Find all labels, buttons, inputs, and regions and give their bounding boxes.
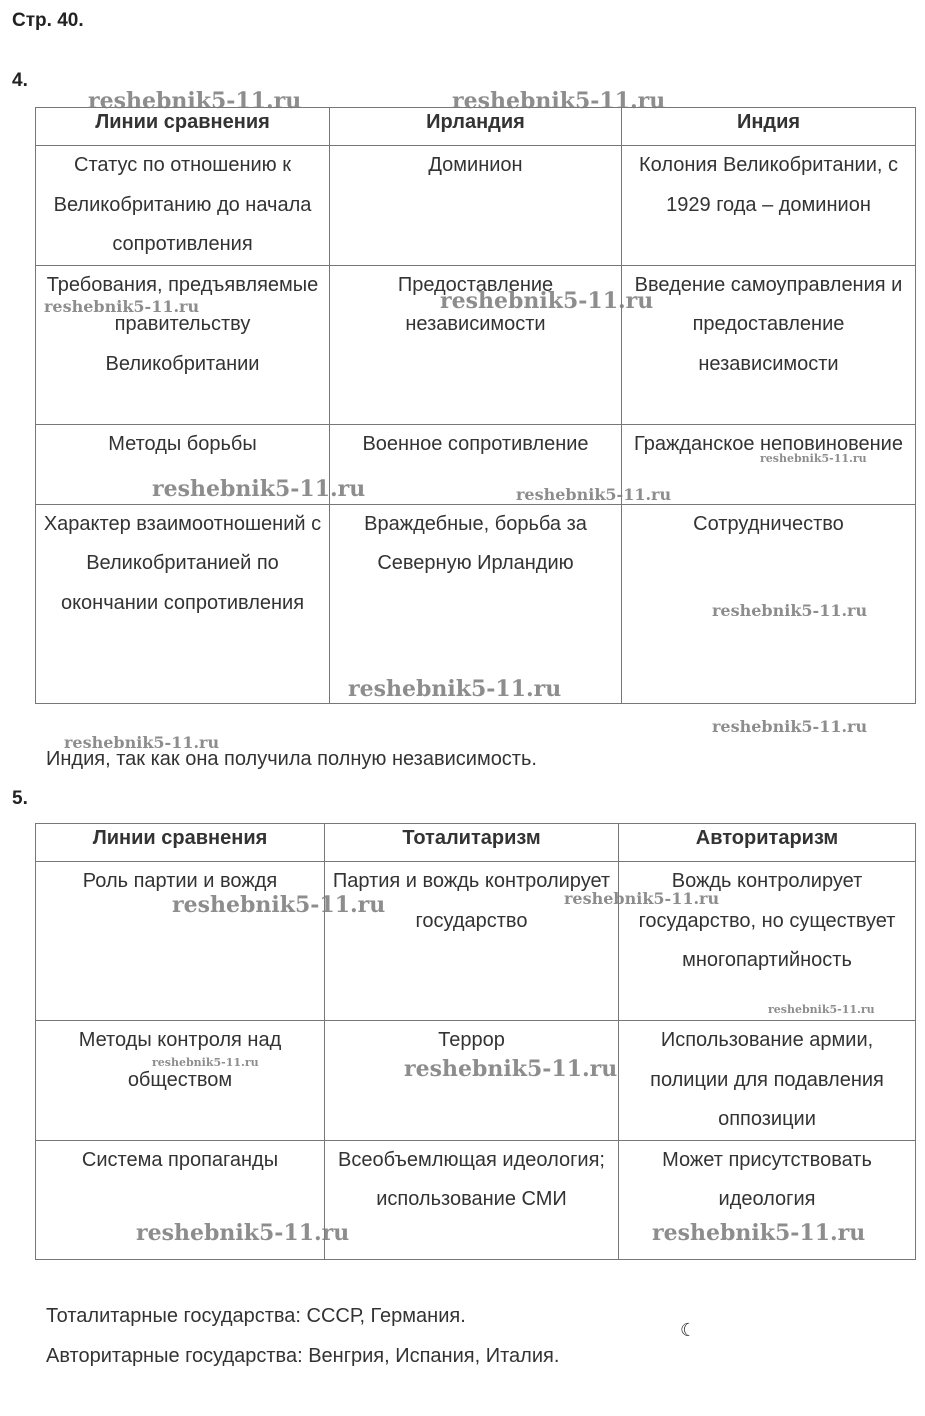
table-row [36, 1021, 916, 1141]
task-4-number: 4. [12, 70, 28, 91]
table-cell: Методы контроля над обществом [36, 1021, 325, 1141]
watermark: reshebnik5-11.ru [64, 733, 220, 752]
table-cell: Сотрудничество [622, 504, 916, 703]
table-row [36, 146, 916, 266]
table-cell: Гражданское неповиновение [622, 424, 916, 504]
table-cell: Система пропаганды [36, 1140, 325, 1259]
watermark: reshebnik5-11.ru [152, 476, 366, 502]
table-cell: Военное сопротивление [330, 424, 622, 504]
table-cell: Требования, предъявляемые правительству Великобритании [36, 265, 330, 424]
column-header: Ирландия [330, 108, 622, 146]
watermark: reshebnik5-11.ru [152, 1056, 259, 1069]
table-header-row [36, 108, 916, 146]
table-cell: Роль партии и вождя [36, 862, 325, 1021]
table-row [36, 1140, 916, 1259]
column-header: Линии сравнения [36, 824, 325, 862]
task-5-table [35, 823, 916, 1260]
table-cell: Партия и вождь контролирует государство [325, 862, 619, 1021]
table-row [36, 862, 916, 1021]
watermark: reshebnik5-11.ru [452, 88, 666, 114]
table-cell: Характер взаимоотношений с Великобританией по окончании сопротивления [36, 504, 330, 703]
page-header: Стр. 40. [12, 10, 84, 31]
table-cell: Всеобъемлющая идеология; использование СМИ [325, 1140, 619, 1259]
watermark: reshebnik5-11.ru [172, 892, 386, 918]
table-header-row [36, 824, 916, 862]
table-cell: Доминион [330, 146, 622, 266]
watermark: reshebnik5-11.ru [404, 1056, 618, 1082]
table-cell: Вождь контролирует государство, но существует многопартийность [619, 862, 916, 1021]
watermark: reshebnik5-11.ru [652, 1220, 866, 1246]
table-cell: Использование армии, полиции для подавления оппозиции [619, 1021, 916, 1141]
task-5-answer-totalitarian: Тоталитарные государства: СССР, Германия. [46, 1305, 466, 1327]
column-header: Тоталитаризм [325, 824, 619, 862]
table-cell: Враждебные, борьба за Северную Ирландию [330, 504, 622, 703]
watermark: reshebnik5-11.ru [88, 88, 302, 114]
table-row [36, 504, 916, 703]
watermark: reshebnik5-11.ru [44, 297, 200, 316]
table-cell: Террор [325, 1021, 619, 1141]
task-4-answer: Индия, так как она получила полную независимость. [46, 748, 537, 770]
watermark: reshebnik5-11.ru [564, 889, 720, 908]
table-cell: Статус по отношению к Великобританию до начала сопротивления [36, 146, 330, 266]
watermark: reshebnik5-11.ru [440, 288, 654, 314]
watermark: reshebnik5-11.ru [136, 1220, 350, 1246]
watermark: reshebnik5-11.ru [712, 717, 868, 736]
watermark: reshebnik5-11.ru [712, 601, 868, 620]
column-header: Линии сравнения [36, 108, 330, 146]
column-header: Индия [622, 108, 916, 146]
table-cell: Колония Великобритании, с 1929 года – доминион [622, 146, 916, 266]
table-cell: Введение самоуправления и предоставление независимости [622, 265, 916, 424]
watermark: reshebnik5-11.ru [768, 1003, 875, 1016]
column-header: Авторитаризм [619, 824, 916, 862]
task-5-answer-authoritarian: Авторитарные государства: Венгрия, Испания, Италия. [46, 1345, 560, 1367]
table-cell: Методы борьбы [36, 424, 330, 504]
table-cell: Может присутствовать идеология [619, 1140, 916, 1259]
watermark: reshebnik5-11.ru [348, 676, 562, 702]
table-row [36, 424, 916, 504]
moon-icon: ☾ [680, 1320, 697, 1340]
task-4-table [35, 107, 916, 704]
watermark: reshebnik5-11.ru [516, 485, 672, 504]
table-row [36, 265, 916, 424]
table-cell: Предоставление независимости [330, 265, 622, 424]
watermark: reshebnik5-11.ru [760, 452, 867, 465]
task-5-number: 5. [12, 788, 28, 809]
